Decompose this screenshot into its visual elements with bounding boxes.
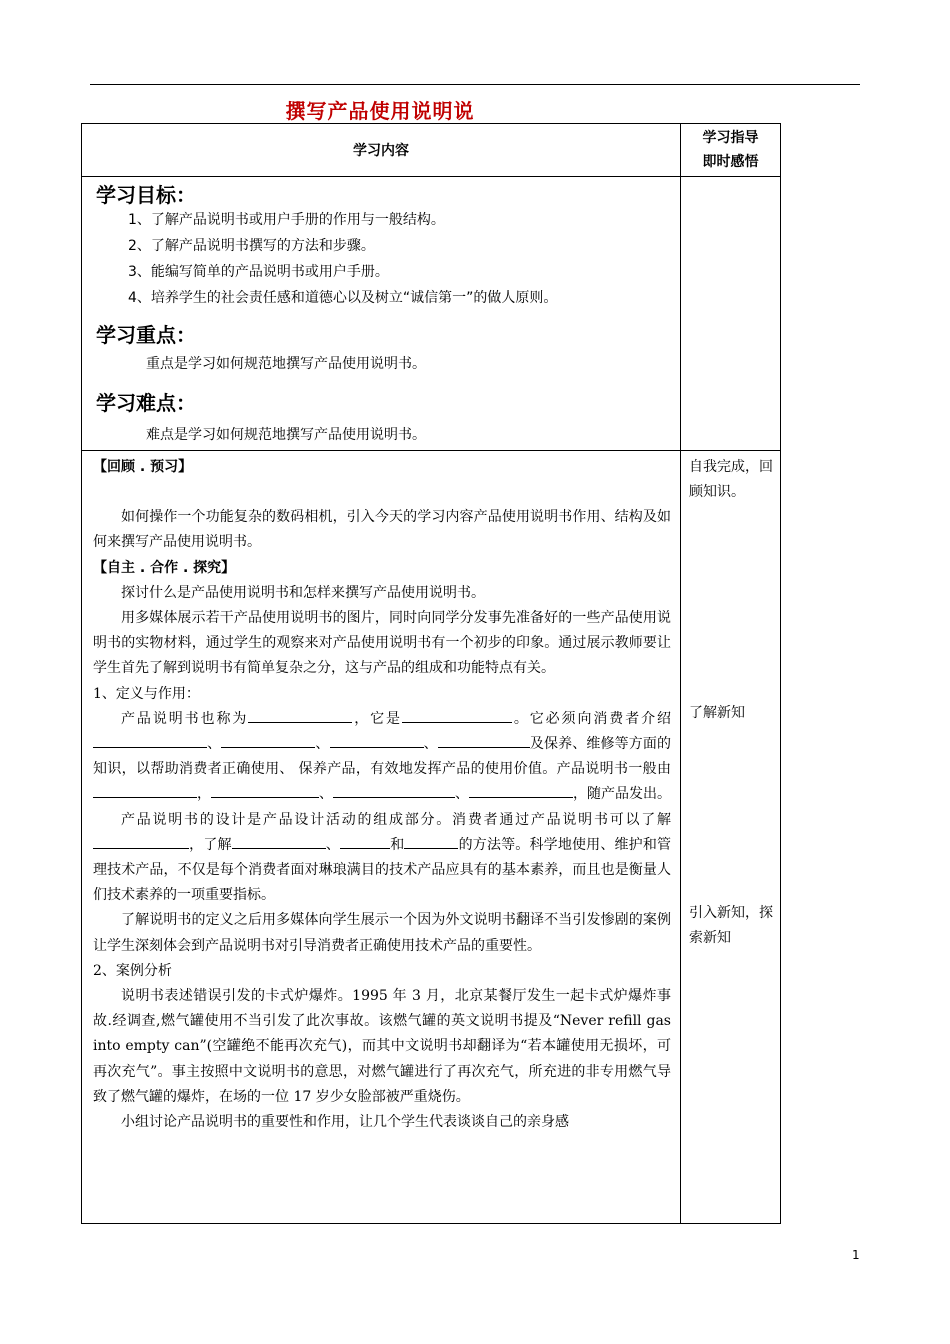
fill-blank[interactable]	[333, 782, 455, 798]
lesson-body	[82, 451, 681, 1224]
explore-paragraph: 探讨什么是产品使用说明书和怎样来撰写产品使用说明书。	[121, 584, 485, 601]
review-heading: 【回顾 . 预习】	[93, 459, 193, 475]
fill-blank[interactable]	[93, 782, 197, 798]
fill-blank[interactable]	[93, 833, 189, 849]
case-analysis-heading: 2、案例分析	[93, 962, 172, 979]
goal-item: 4、培养学生的社会责任感和道德心以及树立“诚信第一”的做人原则。	[128, 290, 558, 306]
discussion-paragraph: 小组讨论产品说明书的重要性和作用，让几个学生代表谈谈自己的亲身感	[121, 1114, 569, 1131]
difficulties-heading: 学习难点：	[96, 391, 196, 415]
header-guidance-column: 学习指导 即时感悟	[681, 124, 781, 177]
fill-blank[interactable]	[340, 833, 390, 849]
fill-blank[interactable]	[211, 782, 319, 798]
objectives-notes-cell	[681, 177, 781, 451]
design-fill-paragraph: 产品说明书的设计是产品设计活动的组成部分。消费者通过产品说明书可以了解，了解 、 和 的方法等。科学地使用、维护和管理技术产品，不仅是每个消费者面对琳琅满目的技术产品应具有的基本素养，而且也是衡量人们技术素养的一项重要指标。	[93, 811, 672, 904]
key-points-heading: 学习重点：	[96, 323, 196, 347]
fill-blank[interactable]	[232, 833, 326, 849]
fill-blank[interactable]	[438, 732, 530, 748]
lesson-table	[81, 123, 781, 1224]
fill-blank[interactable]	[93, 732, 207, 748]
goal-item: 3、能编写简单的产品说明书或用户手册。	[128, 264, 389, 280]
goals-heading: 学习目标：	[96, 183, 196, 207]
fill-blank[interactable]	[248, 707, 352, 723]
definition-fill-paragraph: 产品说明书也称为 ，它是 。它必须向消费者介绍、 、 、 及保养、维修等方面的知识，以帮助消费者正确使用、 保养产品，有效地发挥产品的使用价值。产品说明书一般由， 、 、 ，随产品发出。	[93, 707, 671, 808]
key-points-text: 重点是学习如何规范地撰写产品使用说明书。	[146, 356, 426, 372]
fill-blank[interactable]	[469, 782, 573, 798]
difficulties-text: 难点是学习如何规范地撰写产品使用说明书。	[146, 427, 426, 443]
fill-blank[interactable]	[221, 732, 315, 748]
goal-item: 1、了解产品说明书或用户手册的作用与一般结构。	[128, 212, 445, 228]
guidance-note: 引入新知，探索新知	[689, 905, 773, 946]
fill-blank[interactable]	[330, 732, 424, 748]
header-content-column: 学习内容	[82, 124, 681, 177]
explore-paragraph: 用多媒体展示若干产品使用说明书的图片，同时向同学分发事先准备好的一些产品使用说明书的实物材料，通过学生的观察来对产品使用说明书有一个初步的印象。通过展示教师要让学生首先了解到说明书有简单复杂之分，这与产品的组成和功能特点有关。	[93, 610, 671, 677]
guidance-notes-cell	[681, 451, 781, 1224]
guidance-note: 了解新知	[689, 705, 745, 721]
goal-item: 2、了解产品说明书撰写的方法和步骤。	[128, 238, 375, 254]
objectives-section	[82, 177, 681, 451]
fill-blank[interactable]	[402, 707, 512, 723]
document-title: 撰写产品使用说明说	[285, 99, 475, 123]
case-intro-paragraph: 了解说明书的定义之后用多媒体向学生展示一个因为外文说明书翻译不当引发惨剧的案例让学生深刻体会到产品说明书对引导消费者正确使用技术产品的重要性。	[93, 912, 671, 954]
guidance-note: 自我完成，回顾知识。	[689, 459, 773, 500]
definition-heading: 1、定义与作用：	[93, 685, 200, 702]
case-paragraph: 说明书表述错误引发的卡式炉爆炸。1995 年 3 月，北京某餐厅发生一起卡式炉爆炸事故.经调查,燃气罐使用不当引发了此次事故。该燃气罐的英文说明书提及“Never refill gas into empty can”(空罐绝不能再次充气)，而其中文说明书却翻译为“若本罐使用无损坏，可再次充气”。事主按照中文说明书的意思，对燃气罐进行了再次充气，所充进的非专用燃气导致了燃气罐的爆炸，在场的一位 17 岁少女脸部被严重烧伤。	[93, 988, 671, 1105]
review-text: 如何操作一个功能复杂的数码相机，引入今天的学习内容产品使用说明书作用、结构及如何来撰写产品使用说明书。	[93, 509, 671, 551]
header-rule	[90, 84, 860, 85]
fill-blank[interactable]	[404, 833, 458, 849]
page-number: 1	[852, 1248, 860, 1262]
explore-heading: 【自主 . 合作 . 探究】	[93, 559, 236, 576]
